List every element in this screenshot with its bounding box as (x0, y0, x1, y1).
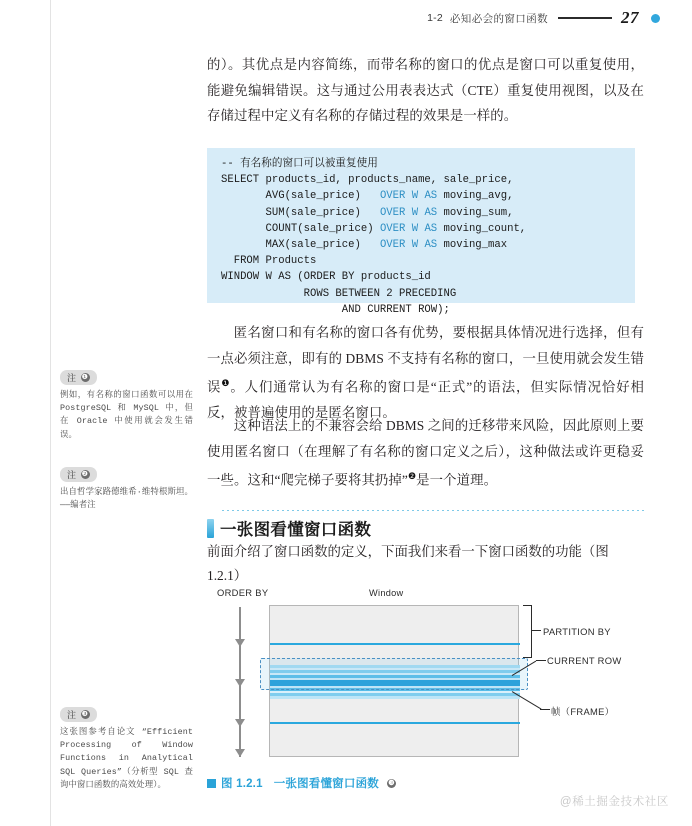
section-bar-icon (207, 519, 214, 538)
partition-divider-bottom (270, 722, 520, 724)
running-head-section-number: 1-2 (427, 12, 443, 24)
code-line-8: ROWS BETWEEN 2 PRECEDING (221, 287, 457, 300)
code-line-7: WINDOW W AS (ORDER BY products_id (221, 271, 431, 284)
paragraph-2-text-a: 匿名窗口和有名称的窗口各有优势，要根据具体情况进行选择，但有一点必须注意，即有的 DBMS 不支持有名称的窗口，一旦使用就会发生错误 (207, 325, 644, 395)
stripe-11 (270, 696, 520, 699)
margin-note-2-text: 出自哲学家路德维希·维特根斯坦。——编者注 (60, 487, 193, 511)
watermark: @稀土掘金技术社区 (559, 796, 669, 808)
margin-note-3-number: ❸ (81, 711, 89, 718)
code-line-4: COUNT(sale_price) OVER W AS moving_count, (221, 222, 527, 235)
frame-dashed-box (260, 658, 528, 690)
diagram-order-by-label: ORDER BY (217, 587, 269, 598)
page-number: 27 (621, 8, 639, 27)
main-text-column-3 (207, 413, 644, 495)
page-number-dot-icon (651, 14, 660, 23)
paragraph-3-text-b: 是一个道理。 (416, 472, 498, 488)
sql-code-text (207, 156, 635, 318)
order-by-arrow (239, 607, 241, 757)
current-row-leader-stem (536, 660, 546, 661)
main-text-column-2 (207, 320, 644, 427)
footnote-ref-2: ❷ (407, 471, 417, 481)
margin-note-3-text: 这张图参考自论文 “Efficient Processing of Window Functions in Analytical SQL Queries”（分析型 SQL 查询中窗口函数的高效处理）。 (60, 727, 193, 790)
caption-figure-title: 一张图看懂窗口函数 (273, 778, 379, 790)
figure-caption (207, 775, 396, 791)
margin-note-1-number: ❶ (81, 374, 89, 381)
margin-note-1 (60, 368, 193, 442)
running-head-rule (558, 17, 612, 19)
sql-code-block (207, 148, 635, 316)
paragraph-1: 的）。其优点是内容简练，而带名称的窗口的优点是窗口可以重复使用，能避免编辑错误。这与通过公用表表达式（CTE）重复使用视图，以及在存储过程中定义有名称的存储过程的效果是一样的。 (207, 57, 644, 123)
code-line-3: SUM(sale_price) OVER W AS moving_sum, (221, 206, 514, 219)
partition-by-bracket-stem (532, 630, 541, 631)
diagram-window-label: Window (369, 588, 404, 598)
order-by-arrow-head-3 (235, 719, 245, 727)
window-function-diagram (207, 585, 644, 785)
section-divider (222, 510, 644, 511)
margin-note-1-tag (60, 370, 97, 385)
margin-note-3 (60, 705, 193, 792)
order-by-arrow-head-1 (235, 639, 245, 647)
order-by-arrow-head-4 (235, 749, 245, 757)
footnote-ref-1: ❶ (221, 378, 231, 388)
margin-note-1-label: 注 (67, 373, 77, 383)
running-head (0, 8, 692, 34)
margin-note-1-text: 例如，有名称的窗口函数可以用在 PostgreSQL 和 MySQL 中，但在 Oracle 中使用就会发生错误。 (60, 390, 193, 440)
section-intro-text: 前面介绍了窗口函数的定义，下面我们来看一下窗口函数的功能（图 1.2.1） (207, 544, 609, 583)
order-by-arrow-head-2 (235, 679, 245, 687)
gutter-rule (50, 0, 51, 826)
partition-divider-top (270, 643, 520, 645)
paragraph-3-text-a: 这种语法上的不兼容会给 DBMS 之间的迁移带来风险，因此原则上要使用匿名窗口（在理解了有名称的窗口定义之后），这种做法或许更稳妥一些。这和“爬完梯子要将其扔掉” (207, 418, 644, 488)
paragraph-2 (207, 320, 644, 425)
margin-note-3-tag (60, 707, 97, 722)
code-line-1: SELECT products_id, products_name, sale_price, (221, 174, 514, 187)
partition-by-bracket (523, 605, 532, 658)
main-text-column (207, 52, 644, 131)
code-line-9: AND CURRENT ROW); (221, 303, 450, 316)
paragraph-2-text-b: 。人们通常认为有名称的窗口是“正式”的语法，但实际情况恰好相反，被普遍使用的是匿名窗口。 (207, 379, 645, 420)
frame-label: 帧（FRAME） (551, 706, 615, 717)
section-heading-text: 一张图看懂窗口函数 (220, 521, 372, 539)
partition-by-label: PARTITION BY (543, 626, 611, 637)
code-line-0: -- 有名称的窗口可以被重复使用 (221, 158, 378, 170)
margin-note-2-label: 注 (67, 470, 77, 480)
caption-footnote-ref: ❸ (388, 779, 395, 787)
margin-note-2-number: ❷ (81, 471, 89, 478)
current-row-label: CURRENT ROW (547, 655, 622, 666)
code-line-2: AVG(sale_price) OVER W AS moving_avg, (221, 190, 514, 203)
code-line-5: MAX(sale_price) OVER W AS moving_max (221, 239, 508, 252)
caption-square-icon (207, 779, 216, 788)
margin-note-3-label: 注 (67, 710, 77, 720)
code-line-6: FROM Products (221, 255, 317, 268)
caption-figure-number: 图 1.2.1 (221, 778, 263, 790)
margin-note-2 (60, 465, 193, 512)
frame-leader-stem (540, 709, 550, 710)
margin-note-2-tag (60, 467, 97, 482)
section-heading (207, 516, 644, 540)
paragraph-3 (207, 413, 644, 493)
running-head-section-title: 必知必会的窗口函数 (449, 12, 548, 25)
